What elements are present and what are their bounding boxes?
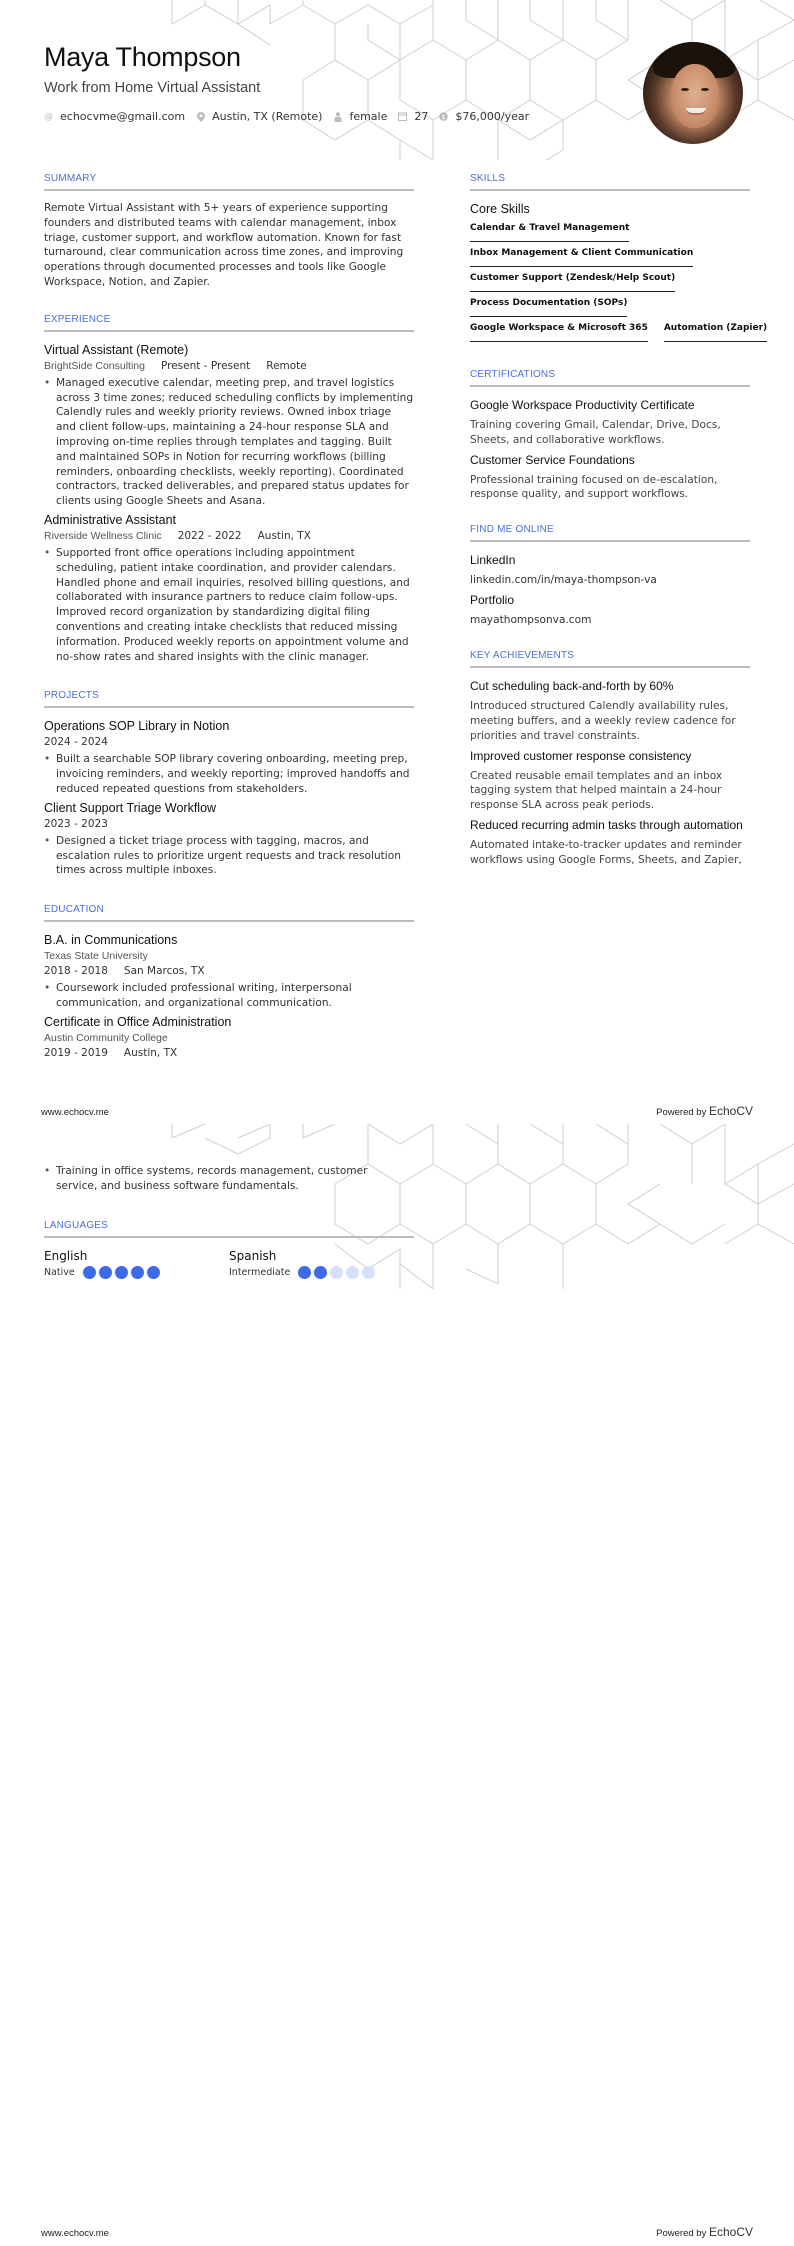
dot-filled-icon <box>83 1266 96 1279</box>
achievement-description: Automated intake-to-tracker updates and reminder workflows using Google Forms, Sheets, and Zapier, <box>470 838 742 866</box>
job-location: Austin, TX <box>257 529 311 542</box>
link-linkedin[interactable]: linkedin.com/in/maya-thompson-va <box>470 574 657 587</box>
section-divider <box>44 920 414 922</box>
section-divider <box>44 706 414 708</box>
skill-group-title: Core Skills <box>470 202 530 216</box>
section-divider <box>44 330 414 332</box>
achievement-title: Improved customer response consistency <box>470 748 692 763</box>
left-column <box>44 173 414 1061</box>
project-bullet: • Built a searchable SOP library covering onboarding, meeting prep, invoicing reminders, and weekly reporting; improved handoffs and reduced repeated questions from stakeholders. <box>44 753 410 795</box>
right-column <box>470 173 768 872</box>
dot-filled-icon <box>298 1266 311 1279</box>
bullet-icon: • <box>44 1165 51 1177</box>
section-divider <box>470 385 750 387</box>
company-name: BrightSide Consulting <box>44 359 145 372</box>
section-heading: PROJECTS <box>44 690 99 702</box>
project-entry <box>44 718 414 796</box>
job-meta <box>44 359 414 374</box>
dot-filled-icon <box>115 1266 128 1279</box>
money-icon <box>439 112 448 122</box>
contact-gender: female <box>333 110 387 123</box>
education-entry <box>44 1014 414 1061</box>
contact-email[interactable]: @ echocvme@gmail.com <box>44 110 186 123</box>
job-title: Work from Home Virtual Assistant <box>44 80 261 96</box>
dot-empty-icon <box>362 1266 375 1279</box>
summary-section <box>44 173 414 290</box>
contact-salary: $ $76,000/year <box>439 110 529 123</box>
svg-text:$: $ <box>441 113 446 121</box>
bullet-icon: • <box>44 546 51 559</box>
education-entry <box>44 932 414 1011</box>
section-heading: SUMMARY <box>44 173 97 184</box>
dot-filled-icon <box>147 1266 160 1279</box>
link-portfolio[interactable]: mayathompsonva.com <box>470 614 592 627</box>
school-name: Texas State University <box>44 950 148 963</box>
brand-logo[interactable]: EchoCV <box>708 1104 753 1118</box>
education-bullet: • Coursework included professional writing, interpersonal communication, and organizational communication. <box>44 982 352 1009</box>
dot-filled-icon <box>131 1266 144 1279</box>
language-level: Native <box>44 1266 75 1278</box>
degree-title: B.A. in Communications <box>44 933 178 948</box>
achievement-description: Created reusable email templates and an inbox tagging system that helped maintain a 24-hour response SLA across peak periods. <box>470 769 723 812</box>
page-two <box>44 1162 544 1279</box>
education-section <box>44 904 414 1061</box>
achievement-entry <box>470 748 750 813</box>
skill-tag: Customer Support (Zendesk/Help Scout) <box>470 272 675 292</box>
certification-title: Google Workspace Productivity Certificate <box>470 398 695 412</box>
proficiency-dots <box>298 1266 378 1279</box>
language-entry <box>44 1248 229 1279</box>
project-title: Client Support Triage Workflow <box>44 800 217 815</box>
footer-powered: Powered by EchoCV <box>656 2225 753 2239</box>
skill-tag: Inbox Management & Client Communication <box>470 247 693 267</box>
certification-title: Customer Service Foundations <box>470 452 635 467</box>
job-location: Remote <box>266 359 307 372</box>
section-heading: SKILLS <box>470 173 506 184</box>
skill-tag: Automation (Zapier) <box>664 322 767 342</box>
job-bullet: • Managed executive calendar, meeting prep, and travel logistics across 3 time zones; reduced scheduling conflicts by implementing Calendly rules and weekly priority reviews. Owned inbox triage and client follow-ups, maintaining a 24-hour response SLA and improving on-time replies through templates and tagging. Built and maintained SOPs in Notion for recurring workflows (billing reminders, onboarding checklists, weekly reporting). Coordinated contractors, tracked deliverables, and prepared status updates for clients using Google Sheets and Asana. <box>44 376 414 508</box>
achievement-title: Cut scheduling back-and-forth by 60% <box>470 679 674 694</box>
project-title: Operations SOP Library in Notion <box>44 719 230 734</box>
section-heading: EXPERIENCE <box>44 313 111 325</box>
calendar-icon <box>398 112 407 122</box>
section-heading: FIND ME ONLINE <box>470 524 554 536</box>
skills-section <box>470 173 768 347</box>
page-footer <box>41 2225 753 2239</box>
at-icon: @ <box>44 111 53 122</box>
contact-info <box>44 110 604 123</box>
avatar-eye-right <box>701 88 709 91</box>
contact-age: 27 <box>398 110 428 123</box>
avatar-face <box>671 64 719 128</box>
section-heading: EDUCATION <box>44 904 104 916</box>
certification-description: Training covering Gmail, Calendar, Drive, Docs, Sheets, and collaborative workflows. <box>470 419 721 446</box>
dot-empty-icon <box>330 1266 343 1279</box>
online-section <box>470 524 750 628</box>
degree-title: Certificate in Office Administration <box>44 1014 232 1029</box>
language-entry <box>229 1248 414 1279</box>
skill-tag: Process Documentation (SOPs) <box>470 297 627 317</box>
map-pin-icon <box>196 112 205 122</box>
bullet-icon: • <box>44 753 51 766</box>
link-label-portfolio: Portfolio <box>470 593 515 608</box>
project-dates: 2023 - 2023 <box>44 817 108 830</box>
job-title: Administrative Assistant <box>44 512 176 527</box>
project-dates: 2024 - 2024 <box>44 736 108 749</box>
section-heading: CERTIFICATIONS <box>470 369 556 380</box>
project-entry <box>44 800 414 878</box>
projects-section <box>44 690 414 878</box>
bullet-icon: • <box>44 982 51 995</box>
contact-location: Austin, TX (Remote) <box>196 110 322 123</box>
language-name: Spanish <box>229 1248 277 1263</box>
project-bullet: • Designed a ticket triage process with tagging, macros, and escalation rules to prioritize urgent requests and track resolution times across multiple inboxes. <box>44 834 401 877</box>
avatar-eye-left <box>681 88 689 91</box>
job-meta <box>44 529 414 544</box>
job-dates: Present - Present <box>160 359 251 372</box>
school-name: Austin Community College <box>44 1031 168 1044</box>
achievement-title: Reduced recurring admin tasks through automation <box>470 817 743 832</box>
skill-tag: Google Workspace & Microsoft 365 <box>470 322 648 342</box>
section-divider <box>470 540 750 542</box>
page-footer <box>41 1104 753 1118</box>
section-heading: LANGUAGES <box>44 1219 109 1231</box>
language-level: Intermediate <box>229 1266 291 1278</box>
summary-text: Remote Virtual Assistant with 5+ years of experience supporting founders and distributed teams with calendar management, inbox triage, customer support, and workflow automation. Known for fast turnaround, clear communication across time zones, and improving operations through documented processes and tools like Google Workspace, Notion, and Zapier. <box>44 202 404 288</box>
certification-entry <box>470 452 750 503</box>
proficiency-dots <box>83 1266 163 1279</box>
section-divider <box>470 189 750 191</box>
job-bullet: • Supported front office operations including appointment scheduling, patient intake coordination, and provider calendars. Handled phone and email inquiries, resolved billing questions, and collaborated with insurance partners to reduce claim follow-ups. Improved record organization by standardizing digital filing conventions and creating intake checklists that reduced missing information. Produced weekly reports on appointment volume and no-show rates and shared insights with the clinic manager. <box>44 546 410 663</box>
brand-logo[interactable]: EchoCV <box>708 2225 753 2239</box>
education-location: Austin, TX <box>123 1046 178 1059</box>
footer-powered: Powered by EchoCV <box>656 1104 753 1118</box>
person-icon <box>333 112 342 122</box>
dot-empty-icon <box>346 1266 359 1279</box>
skill-tag: Calendar & Travel Management <box>470 222 629 242</box>
job-title: Virtual Assistant (Remote) <box>44 342 189 357</box>
job-dates: 2022 - 2022 <box>177 529 242 542</box>
bullet-icon: • <box>44 834 51 847</box>
education-dates: 2019 - 2019 <box>44 1046 108 1059</box>
company-name: Riverside Wellness Clinic <box>44 529 162 542</box>
section-heading: KEY ACHIEVEMENTS <box>470 650 575 662</box>
experience-entry <box>44 512 414 664</box>
footer-website[interactable]: www.echocv.me <box>41 1107 109 1118</box>
section-divider <box>44 189 414 191</box>
experience-entry <box>44 342 414 509</box>
certification-description: Professional training focused on de-escalation, response quality, and support workflows. <box>470 473 718 501</box>
language-name: English <box>44 1248 88 1263</box>
resume-header <box>44 40 604 123</box>
experience-section <box>44 314 414 665</box>
candidate-name: Maya Thompson <box>44 42 241 72</box>
dot-filled-icon <box>314 1266 327 1279</box>
languages-section <box>44 1220 414 1279</box>
certification-entry <box>470 397 750 448</box>
education-bullet: • Training in office systems, records management, customer service, and business software fundamentals. <box>44 1165 368 1192</box>
achievement-description: Introduced structured Calendly availability rules, meeting buffers, and a weekly review cadence for priorities and travel constraints. <box>470 700 736 742</box>
achievement-entry <box>470 817 750 868</box>
avatar <box>643 42 743 144</box>
education-dates: 2018 - 2018 <box>44 965 108 978</box>
section-divider <box>44 1236 414 1238</box>
certifications-section <box>470 369 750 502</box>
achievements-section <box>470 650 750 867</box>
link-label-linkedin: LinkedIn <box>470 553 516 568</box>
section-divider <box>470 666 750 668</box>
footer-website[interactable]: www.echocv.me <box>41 2228 109 2239</box>
achievement-entry <box>470 678 750 743</box>
dot-filled-icon <box>99 1266 112 1279</box>
education-location: San Marcos, TX <box>123 965 205 978</box>
bullet-icon: • <box>44 376 51 389</box>
